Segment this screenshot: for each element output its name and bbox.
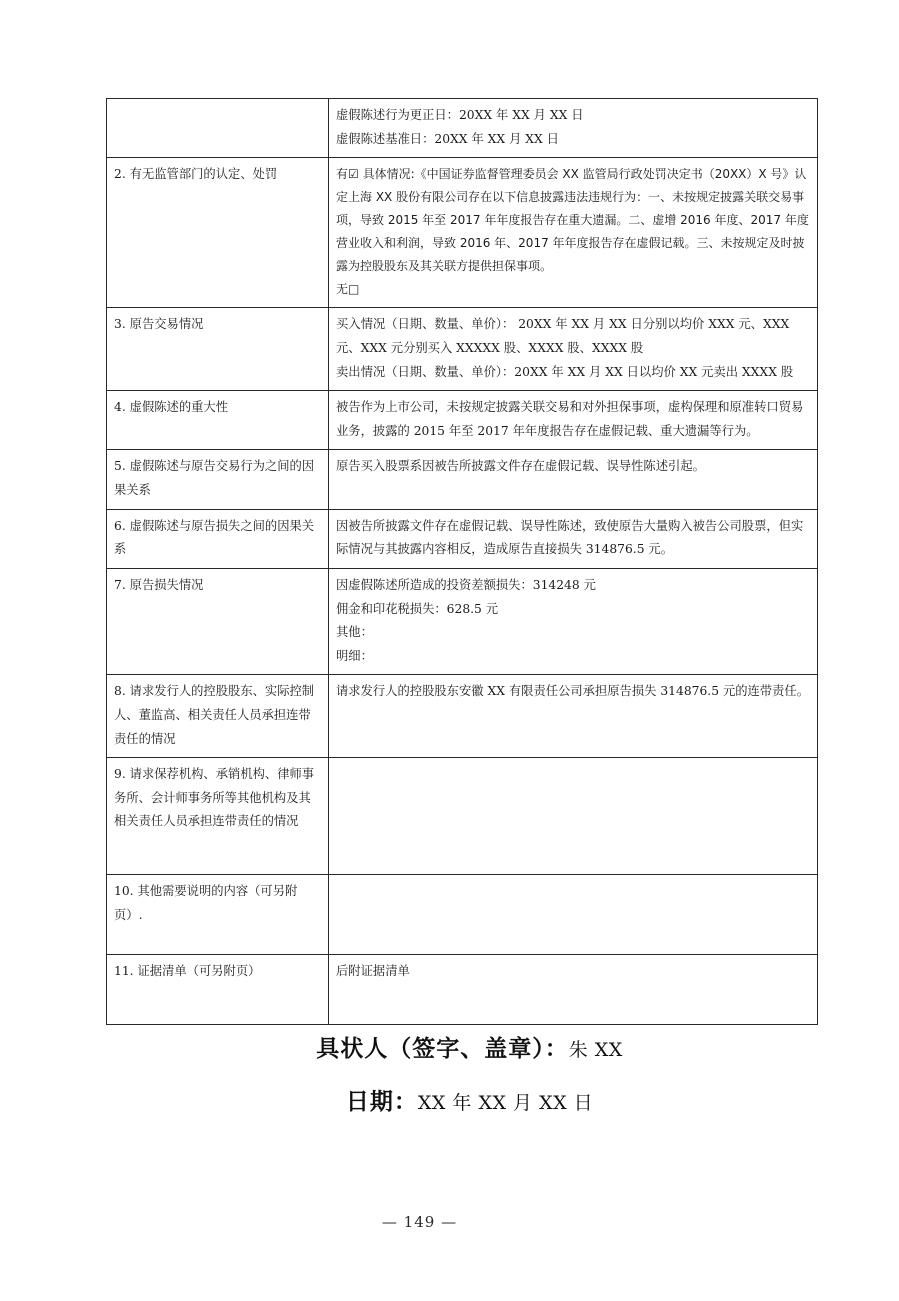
signer-name: 朱 XX bbox=[568, 1039, 623, 1061]
value-line: 卖出情况（日期、数量、单价）：20XX 年 XX 月 XX 日以均价 XX 元卖出 XXXX 股 bbox=[336, 364, 794, 379]
value-line: 请求发行人的控股股东安徽 XX 有限责任公司承担原告损失 314876.5 元的连带责任。 bbox=[336, 684, 810, 699]
value-line-with-checkboxes: 有☑ 具体情况:《中国证券监督管理委员会 XX 监管局行政处罚决定书（20XX）X 号》认定上海 XX 股份有限公司存在以下信息披露违法违规行为：一、未按规定披露关联交易事项，导致 2015 年至 2017 年年度报告存在重大遗漏。二、虚增 2016 年度、2017 年度营业收入和利润，导致 2016 年、2017 年年度报告存在虚假记载。三、未按规定及时披露为控股股东及其关联方提供担保事项。 bbox=[336, 167, 809, 274]
row-value-cell bbox=[329, 568, 818, 674]
row-label-cell bbox=[107, 509, 329, 568]
table-row bbox=[107, 875, 818, 955]
date-value: XX 年 XX 月 XX 日 bbox=[417, 1092, 594, 1114]
date-label: 日期： bbox=[345, 1088, 418, 1115]
value-line: 虚假陈述行为更正日：20XX 年 XX 月 XX 日 bbox=[336, 108, 584, 122]
row-label: 6. 虚假陈述与原告损失之间的因果关系 bbox=[114, 518, 315, 557]
table-row bbox=[107, 568, 818, 674]
table-row bbox=[107, 509, 818, 568]
row-value-cell bbox=[329, 509, 818, 568]
row-value-cell bbox=[329, 158, 818, 308]
value-line: 后附证据清单 bbox=[336, 964, 410, 979]
value-line: 虚假陈述基准日：20XX 年 XX 月 XX 日 bbox=[336, 131, 559, 146]
row-label: 11. 证据清单（可另附页） bbox=[114, 964, 261, 979]
scan-bleedthrough: · · · · · · · · bbox=[300, 2, 413, 15]
signer-line bbox=[0, 1030, 899, 1063]
row-label: 3. 原告交易情况 bbox=[114, 317, 204, 332]
row-label: 2. 有无监管部门的认定、处罚 bbox=[114, 167, 278, 182]
table-row bbox=[107, 99, 818, 158]
row-label-cell bbox=[107, 308, 329, 391]
row-value-cell[interactable] bbox=[329, 758, 818, 875]
litigation-form-table bbox=[106, 98, 818, 1025]
row-value-cell bbox=[329, 675, 818, 758]
value-line: 明细： bbox=[336, 648, 373, 663]
value-line: 因虚假陈述所造成的投资差额损失：314248 元 bbox=[336, 577, 596, 592]
value-line: 其他： bbox=[336, 625, 373, 640]
page-number bbox=[0, 1213, 899, 1231]
row-label-cell bbox=[107, 758, 329, 875]
row-label-cell bbox=[107, 568, 329, 674]
value-line-no-option: 无□ bbox=[336, 282, 360, 297]
value-line: 买入情况（日期、数量、单价）： 20XX 年 XX 月 XX 日分别以均价 XXX 元、XXX 元、XXX 元分别买入 XXXXX 股、XXXX 股、XXXX 股 bbox=[336, 317, 790, 356]
row-value-cell bbox=[329, 308, 818, 391]
form-table-wrapper bbox=[106, 98, 810, 1025]
table-row bbox=[107, 758, 818, 875]
row-label: 9. 请求保荐机构、承销机构、律师事务所、会计师事务所等其他机构及其相关责任人员承担连带责任的情况 bbox=[114, 767, 315, 829]
value-line: 佣金和印花税损失：628.5 元 bbox=[336, 601, 499, 616]
row-label-cell bbox=[107, 391, 329, 450]
table-row bbox=[107, 391, 818, 450]
row-value-cell bbox=[329, 450, 818, 509]
row-label: 4. 虚假陈述的重大性 bbox=[114, 400, 229, 415]
row-label-cell bbox=[107, 450, 329, 509]
table-row bbox=[107, 158, 818, 308]
row-value-cell[interactable] bbox=[329, 875, 818, 955]
row-label-cell bbox=[107, 158, 329, 308]
row-label-cell bbox=[107, 875, 329, 955]
row-label: 8. 请求发行人的控股股东、实际控制人、董监高、相关责任人员承担连带责任的情况 bbox=[114, 684, 315, 746]
date-line bbox=[0, 1083, 899, 1116]
value-line: 被告作为上市公司，未按规定披露关联交易和对外担保事项，虚构保理和原准转口贸易业务，披露的 2015 年至 2017 年年度报告存在虚假记载、重大遗漏等行为。 bbox=[336, 400, 804, 438]
value-line: 原告买入股票系因被告所披露文件存在虚假记载、误导性陈述引起。 bbox=[336, 459, 705, 474]
value-line: 因被告所披露文件存在虚假记载、误导性陈述，致使原告大量购入被告公司股票，但实际情况与其披露内容相反，造成原告直接损失 314876.5 元。 bbox=[336, 518, 804, 557]
table-row bbox=[107, 450, 818, 509]
row-label: 5. 虚假陈述与原告交易行为之间的因果关系 bbox=[114, 459, 315, 498]
row-value-cell[interactable] bbox=[329, 955, 818, 1025]
row-value-cell bbox=[329, 99, 818, 158]
row-label-cell bbox=[107, 955, 329, 1025]
table-row bbox=[107, 308, 818, 391]
row-label: 10. 其他需要说明的内容（可另附页）. bbox=[114, 884, 298, 922]
signature-block bbox=[0, 1030, 899, 1136]
row-value-cell bbox=[329, 391, 818, 450]
row-label-cell bbox=[107, 675, 329, 758]
signer-label: 具状人（签字、盖章）： bbox=[316, 1035, 569, 1062]
table-row bbox=[107, 675, 818, 758]
row-label: 7. 原告损失情况 bbox=[114, 577, 204, 592]
page-number-text: — 149 — bbox=[381, 1213, 458, 1231]
table-row bbox=[107, 955, 818, 1025]
row-label-cell bbox=[107, 99, 329, 158]
